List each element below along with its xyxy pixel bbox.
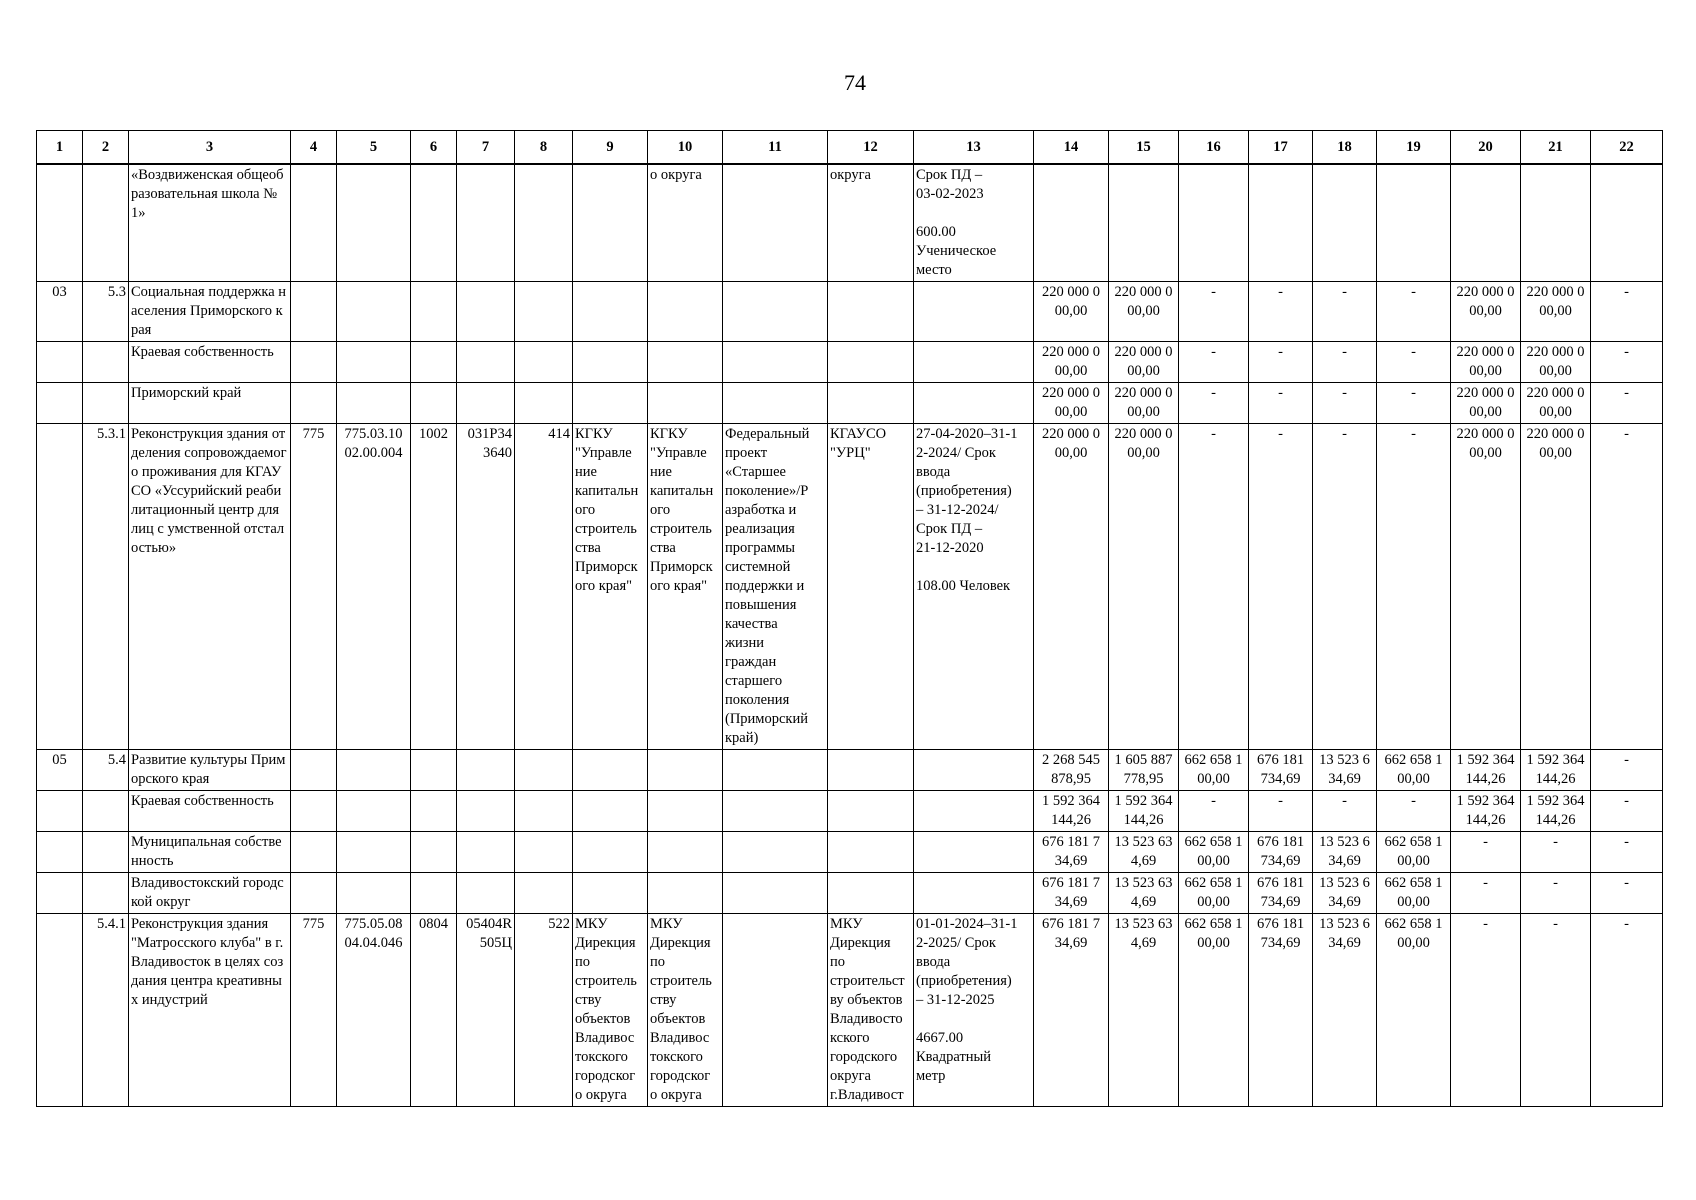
table-cell (828, 750, 914, 791)
table-cell: 220 000 0 00,00 (1451, 282, 1521, 342)
table-cell: 13 523 6 34,69 (1313, 832, 1377, 873)
table-cell: 775 (291, 914, 337, 1107)
column-header: 14 (1034, 131, 1109, 165)
table-cell (723, 832, 828, 873)
column-header: 15 (1109, 131, 1179, 165)
table-cell (457, 383, 515, 424)
table-cell (1109, 164, 1179, 282)
table-cell: 1 592 364 144,26 (1521, 750, 1591, 791)
table-cell (723, 342, 828, 383)
column-header: 13 (914, 131, 1034, 165)
table-cell: 220 000 0 00,00 (1034, 424, 1109, 750)
table-cell (457, 342, 515, 383)
table-cell (573, 282, 648, 342)
table-cell (411, 873, 457, 914)
table-cell (337, 383, 411, 424)
table-cell: 662 658 1 00,00 (1377, 832, 1451, 873)
table-cell (457, 832, 515, 873)
table-cell: 1 605 887 778,95 (1109, 750, 1179, 791)
table-cell: 1 592 364 144,26 (1034, 791, 1109, 832)
table-cell: - (1249, 383, 1313, 424)
table-cell (648, 832, 723, 873)
table-cell: 13 523 6 34,69 (1313, 914, 1377, 1107)
table-cell: 05404R 505Ц (457, 914, 515, 1107)
column-header: 3 (129, 131, 291, 165)
table-cell: 522 (515, 914, 573, 1107)
table-cell (573, 750, 648, 791)
table-cell: - (1377, 383, 1451, 424)
page-number: 74 (844, 70, 866, 95)
table-cell (723, 873, 828, 914)
table-cell (828, 383, 914, 424)
table-cell (457, 873, 515, 914)
table-row (37, 282, 1663, 342)
table-cell: 676 181 734,69 (1249, 873, 1313, 914)
table-cell (828, 873, 914, 914)
table-cell: - (1521, 832, 1591, 873)
table-cell: - (1377, 342, 1451, 383)
table-cell: 031Р34 3640 (457, 424, 515, 750)
column-header: 21 (1521, 131, 1591, 165)
table-cell: 676 181 7 34,69 (1034, 914, 1109, 1107)
table-cell: 220 000 0 00,00 (1034, 342, 1109, 383)
table-cell: - (1591, 424, 1663, 750)
table-cell: о округа (648, 164, 723, 282)
table-cell: 775.05.08 04.04.046 (337, 914, 411, 1107)
table-cell: 414 (515, 424, 573, 750)
table-cell: Реконструкция здания "Матросского клуба" в г. Владивосток в целях создания центра креативных индустрий (129, 914, 291, 1107)
table-cell: - (1377, 282, 1451, 342)
table-cell: 676 181 734,69 (1249, 914, 1313, 1107)
table-cell: - (1179, 282, 1249, 342)
table-cell (457, 791, 515, 832)
table-cell (1377, 164, 1451, 282)
table-cell: - (1451, 914, 1521, 1107)
table-cell (828, 832, 914, 873)
table-cell (37, 424, 83, 750)
table-cell: - (1249, 424, 1313, 750)
table-cell (515, 873, 573, 914)
table-cell (573, 873, 648, 914)
table-cell: - (1249, 282, 1313, 342)
table-row (37, 342, 1663, 383)
table-cell (83, 791, 129, 832)
table-cell: 676 181 7 34,69 (1034, 873, 1109, 914)
table-cell (723, 164, 828, 282)
table-cell: 676 181 7 34,69 (1034, 832, 1109, 873)
table-cell: 662 658 1 00,00 (1377, 914, 1451, 1107)
table-cell: 1 592 364 144,26 (1521, 791, 1591, 832)
table-cell: - (1591, 383, 1663, 424)
table-cell (411, 750, 457, 791)
table-cell (337, 791, 411, 832)
table-cell (337, 750, 411, 791)
table-cell (291, 832, 337, 873)
column-header: 8 (515, 131, 573, 165)
table-cell: 662 658 1 00,00 (1179, 832, 1249, 873)
column-header: 19 (1377, 131, 1451, 165)
table-cell (291, 791, 337, 832)
table-cell: 2 268 545 878,95 (1034, 750, 1109, 791)
table-cell (1451, 164, 1521, 282)
table-cell (723, 791, 828, 832)
table-cell (337, 342, 411, 383)
table-cell: - (1451, 873, 1521, 914)
table-cell: 03 (37, 282, 83, 342)
table-cell (648, 282, 723, 342)
column-header: 12 (828, 131, 914, 165)
table-cell (515, 750, 573, 791)
table-cell (83, 873, 129, 914)
table-cell: 220 000 0 00,00 (1451, 342, 1521, 383)
table-cell (723, 282, 828, 342)
table-cell: 220 000 0 00,00 (1034, 383, 1109, 424)
table-cell (1034, 164, 1109, 282)
table-cell: 220 000 0 00,00 (1521, 342, 1591, 383)
column-header: 5 (337, 131, 411, 165)
table-cell: - (1313, 424, 1377, 750)
table-cell: - (1377, 791, 1451, 832)
table-row (37, 164, 1663, 282)
table-cell (648, 383, 723, 424)
table-row (37, 832, 1663, 873)
table-row (37, 914, 1663, 1107)
table-cell (515, 791, 573, 832)
column-header: 7 (457, 131, 515, 165)
table-cell: - (1249, 791, 1313, 832)
budget-table (36, 130, 1663, 1107)
table-cell (573, 164, 648, 282)
table-cell: 220 000 0 00,00 (1034, 282, 1109, 342)
table-cell (291, 873, 337, 914)
table-cell: МКУ Дирекция по строитель ству объектов Владивос токского городског о округа (648, 914, 723, 1107)
table-cell: 662 658 1 00,00 (1179, 873, 1249, 914)
table-cell: 1 592 364 144,26 (1451, 750, 1521, 791)
table-cell: округа (828, 164, 914, 282)
table-cell (457, 164, 515, 282)
table-cell (411, 832, 457, 873)
table-cell: 662 658 1 00,00 (1179, 750, 1249, 791)
table-cell (411, 383, 457, 424)
table-row (37, 383, 1663, 424)
table-cell: 220 000 0 00,00 (1109, 424, 1179, 750)
table-cell: 662 658 1 00,00 (1377, 873, 1451, 914)
table-cell: 5.4.1 (83, 914, 129, 1107)
column-header: 1 (37, 131, 83, 165)
table-cell (515, 164, 573, 282)
table-cell (291, 164, 337, 282)
table-cell: МКУ Дирекция по строитель ству объектов Владивос токского городског о округа (573, 914, 648, 1107)
table-cell: 775.03.10 02.00.004 (337, 424, 411, 750)
table-cell (1521, 164, 1591, 282)
table-cell (1179, 164, 1249, 282)
column-header: 11 (723, 131, 828, 165)
table-cell: - (1591, 914, 1663, 1107)
table-cell: 5.3 (83, 282, 129, 342)
column-header: 6 (411, 131, 457, 165)
table-cell: Приморский край (129, 383, 291, 424)
table-cell: 13 523 63 4,69 (1109, 832, 1179, 873)
table-cell (914, 342, 1034, 383)
table-cell: - (1179, 383, 1249, 424)
table-cell: 220 000 0 00,00 (1109, 383, 1179, 424)
table-cell (648, 791, 723, 832)
table-cell: Федеральный проект «Старшее поколение»/Р азработка и реализация программы системной поддержки и повышения качества жизни граждан старшего поколения (Приморский край) (723, 424, 828, 750)
table-cell: КГКУ "Управле ние капитальн ого строитель ства Приморск ого края" (573, 424, 648, 750)
table-cell: 220 000 0 00,00 (1521, 282, 1591, 342)
table-cell: - (1179, 424, 1249, 750)
table-cell: Муниципальная собственность (129, 832, 291, 873)
table-cell: 220 000 0 00,00 (1109, 342, 1179, 383)
table-cell (457, 750, 515, 791)
table-cell (457, 282, 515, 342)
table-cell (515, 282, 573, 342)
table-cell (291, 282, 337, 342)
table-cell (291, 383, 337, 424)
table-cell: 27-04-2020–31-1 2-2024/ Срок ввода (приобретения) – 31-12-2024/ Срок ПД – 21-12-2020 108.00 Человек (914, 424, 1034, 750)
table-cell: Реконструкция здания отделения сопровождаемого проживания для КГАУСО «Уссурийский реабилитационный центр для лиц с умственной отсталостью» (129, 424, 291, 750)
table-cell (914, 383, 1034, 424)
table-cell: - (1591, 282, 1663, 342)
table-cell (337, 164, 411, 282)
table-cell (37, 832, 83, 873)
column-header: 4 (291, 131, 337, 165)
column-header: 9 (573, 131, 648, 165)
table-cell: Развитие культуры Приморского края (129, 750, 291, 791)
table-cell (648, 342, 723, 383)
table-cell (914, 791, 1034, 832)
table-cell (291, 342, 337, 383)
table-cell (828, 282, 914, 342)
table-cell (1249, 164, 1313, 282)
table-cell: 05 (37, 750, 83, 791)
table-cell: Краевая собственность (129, 342, 291, 383)
table-cell: 13 523 63 4,69 (1109, 873, 1179, 914)
table-cell: - (1179, 342, 1249, 383)
table-cell (337, 832, 411, 873)
table-cell (37, 914, 83, 1107)
table-row (37, 873, 1663, 914)
table-cell: 1 592 364 144,26 (1109, 791, 1179, 832)
header-row (37, 131, 1663, 165)
table-cell: 220 000 0 00,00 (1109, 282, 1179, 342)
table-cell (648, 873, 723, 914)
table-cell: 1002 (411, 424, 457, 750)
table-cell (411, 342, 457, 383)
table-cell: МКУ Дирекция по строительст ву объектов Владивосто кского городского округа г.Владивост (828, 914, 914, 1107)
table-cell: - (1313, 282, 1377, 342)
table-cell (83, 383, 129, 424)
table-cell (411, 791, 457, 832)
table-row (37, 424, 1663, 750)
table-cell (828, 791, 914, 832)
column-header: 20 (1451, 131, 1521, 165)
table-cell: - (1313, 791, 1377, 832)
table-cell (1313, 164, 1377, 282)
table-cell (337, 873, 411, 914)
table-cell: - (1591, 832, 1663, 873)
table-cell: 662 658 1 00,00 (1179, 914, 1249, 1107)
column-header: 16 (1179, 131, 1249, 165)
table-cell: 676 181 734,69 (1249, 832, 1313, 873)
table-cell (914, 832, 1034, 873)
table-cell: - (1521, 914, 1591, 1107)
table-cell: 220 000 0 00,00 (1521, 424, 1591, 750)
table-cell (37, 383, 83, 424)
table-cell: 01-01-2024–31-1 2-2025/ Срок ввода (приобретения) – 31-12-2025 4667.00 Квадратный метр (914, 914, 1034, 1107)
table-cell (37, 873, 83, 914)
table-cell: - (1521, 873, 1591, 914)
column-header: 10 (648, 131, 723, 165)
column-header: 17 (1249, 131, 1313, 165)
table-cell: 5.3.1 (83, 424, 129, 750)
column-header: 2 (83, 131, 129, 165)
table-cell: - (1591, 750, 1663, 791)
table-cell (411, 282, 457, 342)
column-header: 18 (1313, 131, 1377, 165)
table-cell (83, 832, 129, 873)
table-cell: 662 658 1 00,00 (1377, 750, 1451, 791)
table-cell (573, 832, 648, 873)
table-cell (515, 342, 573, 383)
table-cell (573, 791, 648, 832)
table-cell (573, 383, 648, 424)
table-cell: 13 523 6 34,69 (1313, 750, 1377, 791)
table-cell: 676 181 734,69 (1249, 750, 1313, 791)
table-cell: КГКУ "Управле ние капитальн ого строитель ства Приморск ого края" (648, 424, 723, 750)
column-header: 22 (1591, 131, 1663, 165)
table-cell: - (1179, 791, 1249, 832)
table-cell (914, 282, 1034, 342)
table-cell: Социальная поддержка населения Приморского края (129, 282, 291, 342)
table-cell: - (1313, 342, 1377, 383)
table-cell: - (1249, 342, 1313, 383)
table-cell (291, 750, 337, 791)
table-cell (723, 750, 828, 791)
table-cell (573, 342, 648, 383)
table-row (37, 791, 1663, 832)
table-cell (337, 282, 411, 342)
table-row (37, 750, 1663, 791)
table-cell: - (1591, 342, 1663, 383)
table-cell: 13 523 6 34,69 (1313, 873, 1377, 914)
table-cell (1591, 164, 1663, 282)
table-cell: 0804 (411, 914, 457, 1107)
table-cell: КГАУСО "УРЦ" (828, 424, 914, 750)
table-cell: - (1313, 383, 1377, 424)
table-cell: 775 (291, 424, 337, 750)
table-cell (83, 164, 129, 282)
table-cell: 220 000 0 00,00 (1451, 383, 1521, 424)
table-cell: - (1591, 791, 1663, 832)
table-cell (648, 750, 723, 791)
table-cell: Краевая собственность (129, 791, 291, 832)
table-cell (723, 914, 828, 1107)
table-cell (515, 832, 573, 873)
table-cell: 5.4 (83, 750, 129, 791)
table-cell (914, 873, 1034, 914)
table-cell (411, 164, 457, 282)
table-cell: 220 000 0 00,00 (1451, 424, 1521, 750)
table-cell (723, 383, 828, 424)
table-cell: - (1377, 424, 1451, 750)
table-cell (83, 342, 129, 383)
table-body (37, 164, 1663, 1107)
table-cell (37, 164, 83, 282)
table-cell (828, 342, 914, 383)
table-cell (914, 750, 1034, 791)
table-cell: Срок ПД – 03-02-2023 600.00 Ученическое место (914, 164, 1034, 282)
table-cell: «Воздвиженская общеобразовательная школа № 1» (129, 164, 291, 282)
table-cell (37, 342, 83, 383)
table-cell (37, 791, 83, 832)
table-cell: 13 523 63 4,69 (1109, 914, 1179, 1107)
table-cell: - (1591, 873, 1663, 914)
table-cell: 1 592 364 144,26 (1451, 791, 1521, 832)
table-cell (515, 383, 573, 424)
table-cell: Владивостокский городской округ (129, 873, 291, 914)
table-cell: - (1451, 832, 1521, 873)
table-cell: 220 000 0 00,00 (1521, 383, 1591, 424)
